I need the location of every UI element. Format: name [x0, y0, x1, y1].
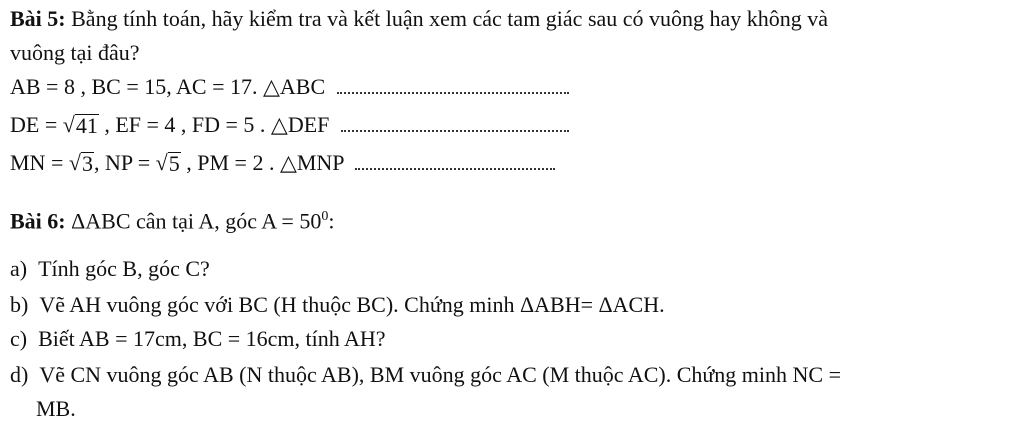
bai5-label: Bài 5:: [10, 6, 66, 31]
bai5-item-3-post: , PM = 2 . △MNP: [180, 150, 344, 175]
answer-blank: [337, 92, 569, 94]
answer-blank: [355, 168, 555, 170]
bai5-item-2-pre: DE =: [10, 112, 63, 137]
bai5-item-1: [10, 74, 569, 100]
sqrt-arg: 3: [81, 151, 93, 176]
bai6-intro-text: ΔABC cân tại A, góc A = 50: [65, 208, 322, 234]
part-label: d): [10, 362, 29, 387]
bai5-item-3-mid: , NP =: [93, 150, 156, 175]
part-label: a): [10, 256, 28, 281]
bai6-intro: [10, 204, 334, 234]
part-text: Tính góc B, góc C?: [38, 256, 210, 281]
bai6-part-a: [10, 256, 210, 282]
bai5-question-line1: [10, 6, 828, 32]
sqrt-arg: 5: [168, 151, 180, 176]
sqrt-symbol: √: [68, 150, 81, 175]
bai5-item-3: [10, 150, 555, 176]
bai5-question-cont: vuông tại đâu?: [10, 40, 140, 65]
bai5-question-text: Bằng tính toán, hãy kiểm tra và kết luận xem các tam giác sau có vuông hay không và: [65, 6, 829, 31]
bai5-item-1-text: AB = 8 , BC = 15, AC = 17. △ABC: [10, 74, 326, 99]
part-text: Biết AB = 17cm, BC = 16cm, tính AH?: [38, 326, 386, 351]
sqrt-symbol: √: [155, 150, 168, 175]
bai6-part-d-cont: [36, 396, 76, 422]
bai6-part-d: [10, 362, 841, 388]
bai6-part-b: [10, 292, 665, 318]
bai6-label: Bài 6:: [10, 208, 66, 234]
sqrt-41: [63, 112, 99, 138]
bai5-item-3-pre: MN =: [10, 150, 69, 175]
part-label: b): [10, 292, 29, 317]
answer-blank: [341, 130, 569, 132]
sqrt-5: [156, 150, 181, 176]
sqrt-3: [69, 150, 94, 176]
sqrt-symbol: √: [62, 112, 75, 137]
bai5-question-line2: [10, 40, 140, 66]
bai6-intro-tail: :: [328, 208, 335, 234]
part-text: Vẽ CN vuông góc AB (N thuộc AB), BM vuông góc AC (M thuộc AC). Chứng minh NC =: [39, 362, 841, 387]
bai6-part-c: [10, 326, 386, 352]
bai5-item-2-post: , EF = 4 , FD = 5 . △DEF: [98, 112, 330, 137]
part-d-cont-text: MB.: [36, 396, 76, 421]
sqrt-arg: 41: [75, 113, 98, 138]
part-text: Vẽ AH vuông góc với BC (H thuộc BC). Chứng minh ΔABH= ΔACH.: [39, 292, 665, 317]
degree-sup: 0: [321, 209, 329, 224]
part-label: c): [10, 326, 28, 351]
bai5-item-2: [10, 112, 569, 138]
